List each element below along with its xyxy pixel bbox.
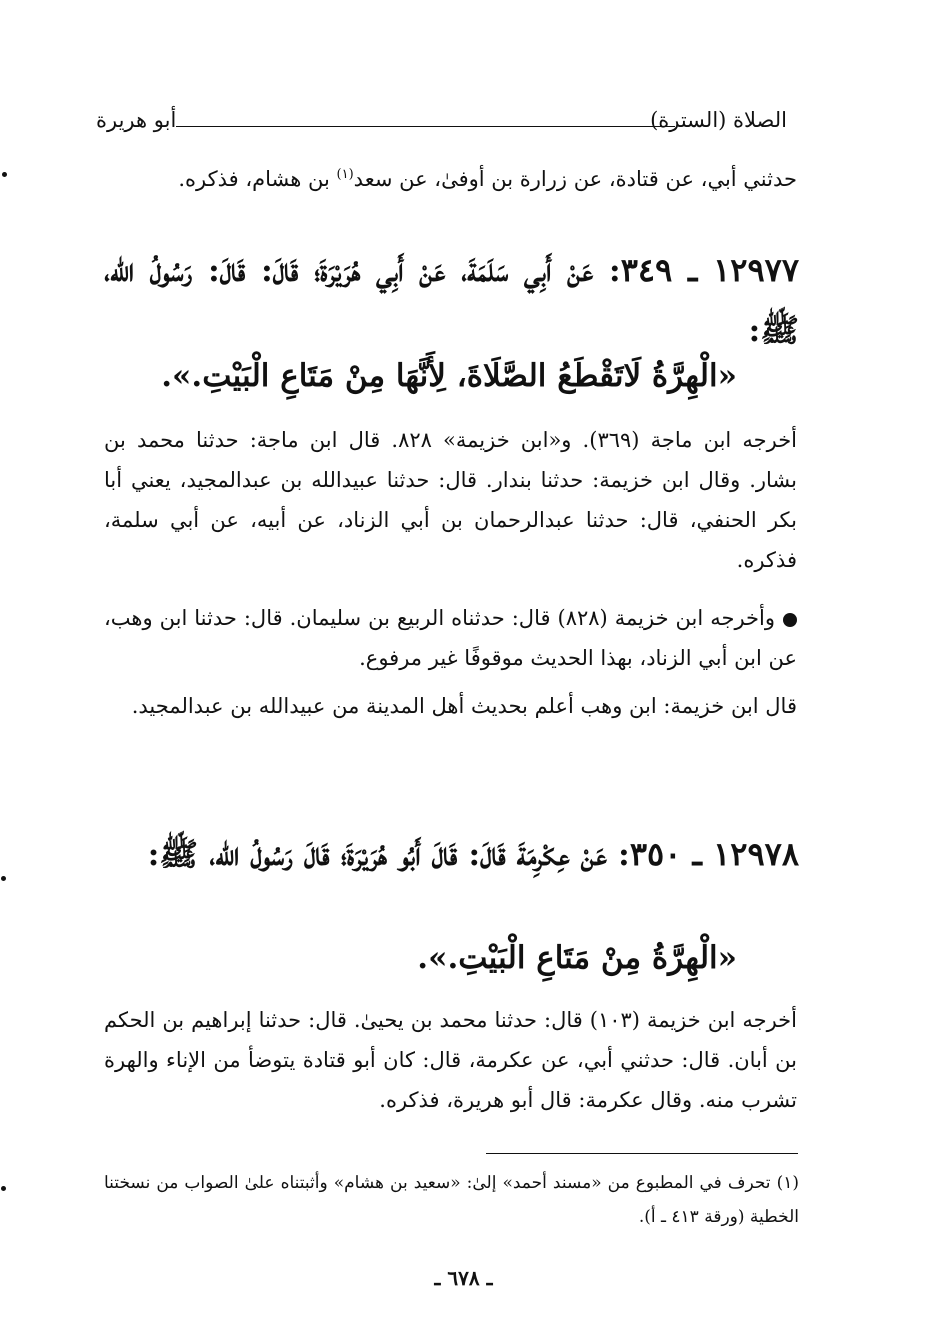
takhrij-paragraph: أخرجه ابن ماجة (٣٦٩). و«ابن خزيمة» ٨٢٨. قال ابن ماجة: حدثنا محمد بن بشار. وقال ابن خزيمة: حدثنا بندار. قال: حدثنا عبيدالله بن عبدالمجيد، يعني أبا بكر الحنفي، قال: حدثنا عبدالرحمان بن أبي الزناد، عن أبيه، عن أبي سلمة، فذكره. (104, 428, 798, 572)
scan-mark (1, 876, 6, 881)
scan-mark (1, 1186, 6, 1191)
intro-paragraph (104, 155, 797, 199)
footnote-rule (486, 1153, 798, 1154)
footnote-reference: (١) (336, 167, 354, 182)
running-header (96, 108, 787, 138)
hadith-matn: «الْهِرَّةُ لَاتَقْطَعُ الصَّلَاةَ، لِأَنَّهَا مِنْ مَتَاعِ الْبَيْتِ.». (161, 358, 737, 394)
chapter-title: الصلاة (السترة) (650, 108, 787, 132)
takhrij-paragraph (104, 598, 797, 678)
intro-text: حدثني أبي، عن قتادة، عن زرارة بن أوفىٰ، عن سعد (353, 167, 797, 191)
page-number: ـ ٦٧٨ ـ (434, 1266, 493, 1290)
takhrij-paragraph: قال ابن خزيمة: ابن وهب أعلم بحديث أهل المدينة من عبيدالله بن عبدالمجيد. (131, 694, 797, 718)
bullet-icon (783, 613, 797, 627)
hadith-heading: ١٢٩٧٨ ـ ٣٥٠: عَنْ عِكْرِمَةَ قَالَ: قَالَ أَبُو هُرَيْرَةَ؛ قَالَ رَسُولُ الله، ﷺ: (147, 835, 799, 873)
narrator-name: أبو هريرة (96, 108, 177, 132)
scan-mark (2, 172, 7, 177)
footnote: (١) تحرف في المطبوع من «مسند أحمد» إلىٰ: «سعيد بن هشام» وأثبتناه علىٰ الصواب من نسختنا الخطية (ورقة ٤١٣ ـ أ). (104, 1173, 799, 1227)
hadith-matn: «الْهِرَّةُ مِنْ مَتَاعِ الْبَيْتِ.». (417, 940, 737, 976)
intro-text-end: بن هشام، فذكره. (178, 167, 337, 191)
header-rule (176, 126, 675, 127)
hadith-heading: ١٢٩٧٧ ـ ٣٤٩: عَنْ أَبِي سَلَمَةَ، عَنْ أَبِي هُرَيْرَةَ؛ قَالَ: قَالَ: رَسُولُ الله، ﷺ: (104, 251, 800, 349)
takhrij-text: وأخرجه ابن خزيمة (٨٢٨) قال: حدثناه الربيع بن سليمان. قال: حدثنا ابن وهب، عن ابن أبي الزناد، بهذا الحديث موقوفًا غير مرفوع. (104, 606, 797, 670)
takhrij-paragraph: أخرجه ابن خزيمة (١٠٣) قال: حدثنا محمد بن يحيىٰ. قال: حدثنا إبراهيم بن الحكم بن أبان. قال: حدثني أبي، عن عكرمة، قال: كان أبو قتادة يتوضأ من الإناء والهرة تشرب منه. وقال عكرمة: قال أبو هريرة، فذكره. (104, 1008, 797, 1112)
